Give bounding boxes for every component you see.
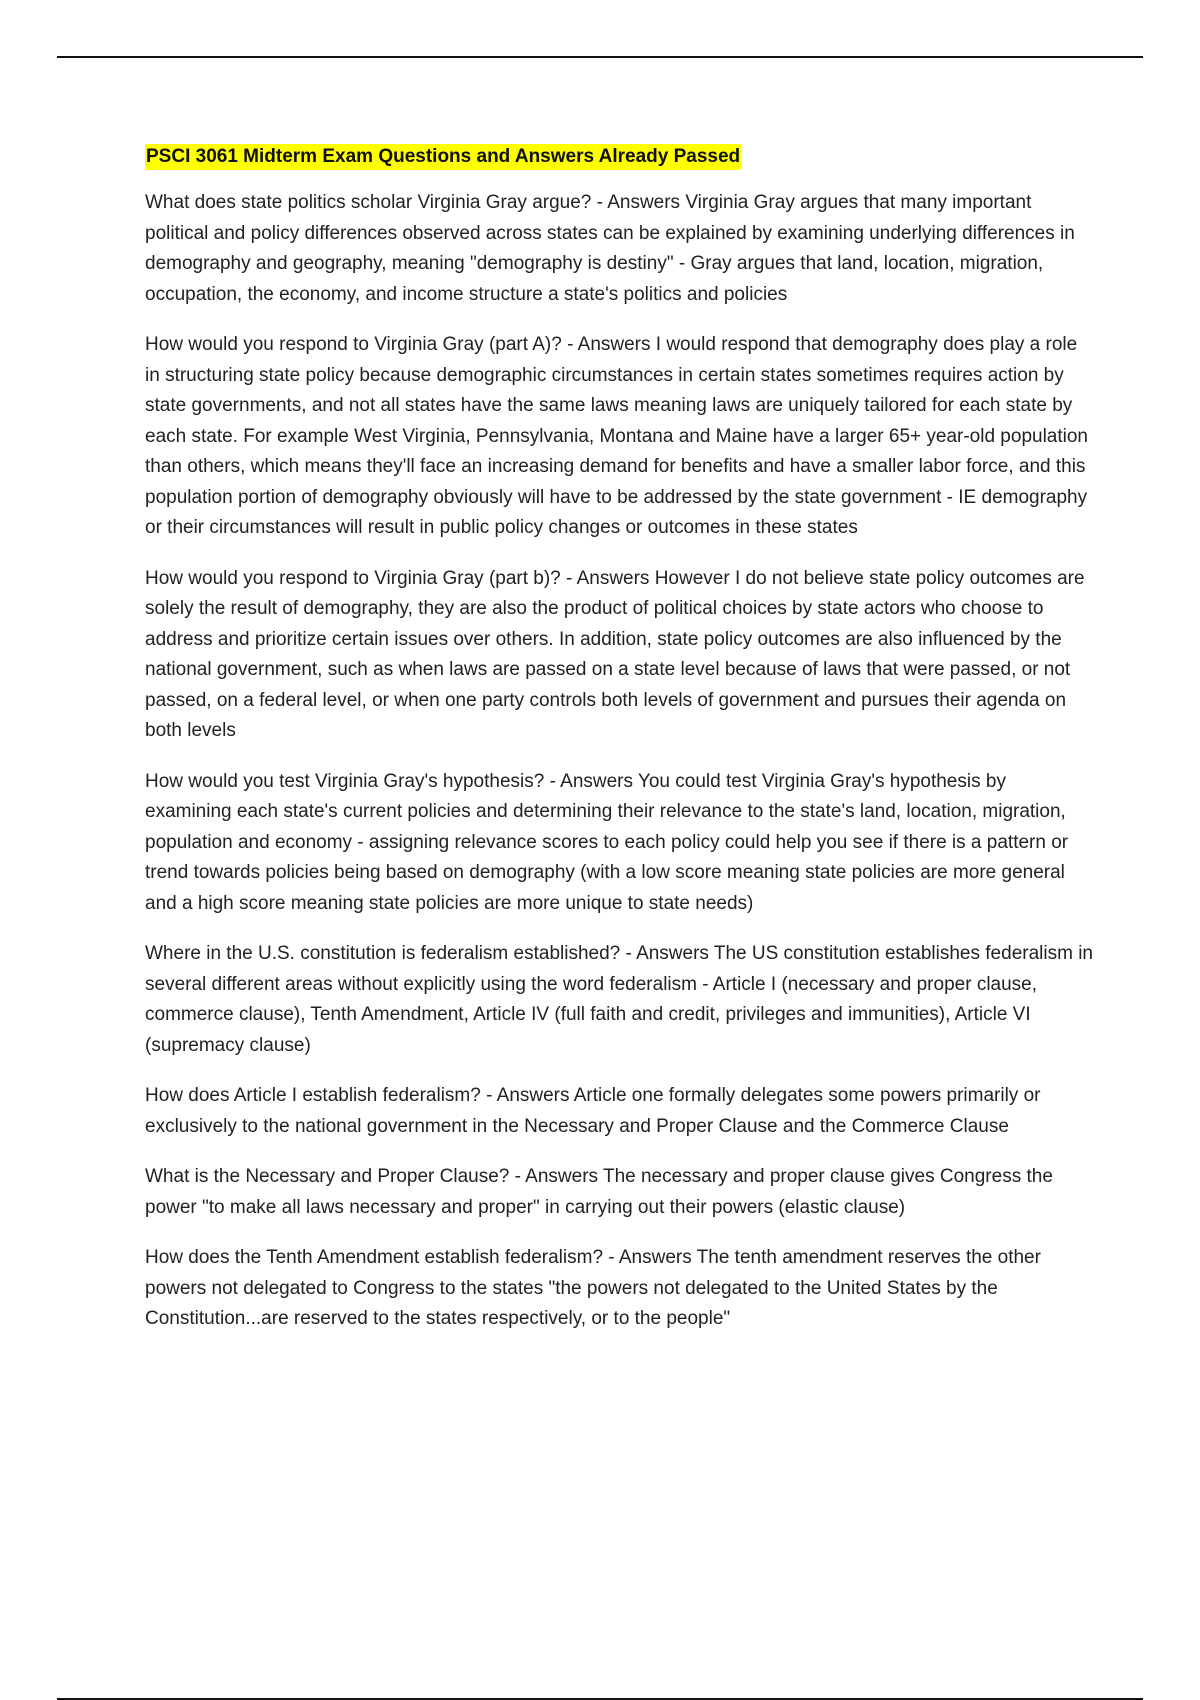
qa-item: How would you respond to Virginia Gray (part A)? - Answers I would respond that demography does play a role in structuring state policy because demographic circumstances in certain states sometimes requires action by state governments, and not all states have the same laws meaning laws are uniquely tailored for each state by each state. For example West Virginia, Pennsylvania, Montana and Maine have a larger 65+ year-old population than others, which means they'll face an increasing demand for benefits and have a smaller labor force, and this population portion of demography obviously will have to be addressed by the state government - IE demography or their circumstances will result in public policy changes or outcomes in these states bbox=[145, 334, 1088, 538]
qa-item: How would you respond to Virginia Gray (part b)? - Answers However I do not believe state policy outcomes are solely the result of demography, they are also the product of political choices by state actors who choose to address and prioritize certain issues over others. In addition, state policy outcomes are also influenced by the national government, such as when laws are passed on a state level because of laws that were passed, or not passed, on a federal level, or when one party controls both levels of government and pursues their agenda on both levels bbox=[145, 567, 1085, 741]
page-content bbox=[145, 144, 1095, 1355]
qa-item: How would you test Virginia Gray's hypothesis? - Answers You could test Virginia Gray's hypothesis by examining each state's current policies and determining their relevance to the state's land, location, migration, population and economy - assigning relevance scores to each policy could help you see if there is a pattern or trend towards policies being based on demography (with a low score meaning state policies are more general and a high score meaning state policies are more unique to state needs) bbox=[145, 770, 1069, 914]
page-title: PSCI 3061 Midterm Exam Questions and Answers Already Passed bbox=[145, 144, 741, 170]
top-rule bbox=[57, 56, 1143, 58]
qa-item: What is the Necessary and Proper Clause? - Answers The necessary and proper clause gives Congress the power "to make all laws necessary and proper" in carrying out their powers (elastic clause) bbox=[145, 1166, 1053, 1218]
qa-item: How does the Tenth Amendment establish federalism? - Answers The tenth amendment reserves the other powers not delegated to Congress to the states "the powers not delegated to the United States by the Constitution...are reserved to the states respectively, or to the people" bbox=[145, 1247, 1041, 1329]
qa-item: How does Article I establish federalism? - Answers Article one formally delegates some powers primarily or exclusively to the national government in the Necessary and Proper Clause and the Commerce Clause bbox=[145, 1085, 1041, 1137]
qa-item: Where in the U.S. constitution is federalism established? - Answers The US constitution establishes federalism in several different areas without explicitly using the word federalism - Article I (necessary and proper clause, commerce clause), Tenth Amendment, Article IV (full faith and credit, privileges and immunities), Article VI (supremacy clause) bbox=[145, 943, 1093, 1056]
qa-item: What does state politics scholar Virginia Gray argue? - Answers Virginia Gray argues that many important political and policy differences observed across states can be explained by examining underlying differences in demography and geography, meaning "demography is destiny" - Gray argues that land, location, migration, occupation, the economy, and income structure a state's politics and policies bbox=[145, 192, 1075, 305]
